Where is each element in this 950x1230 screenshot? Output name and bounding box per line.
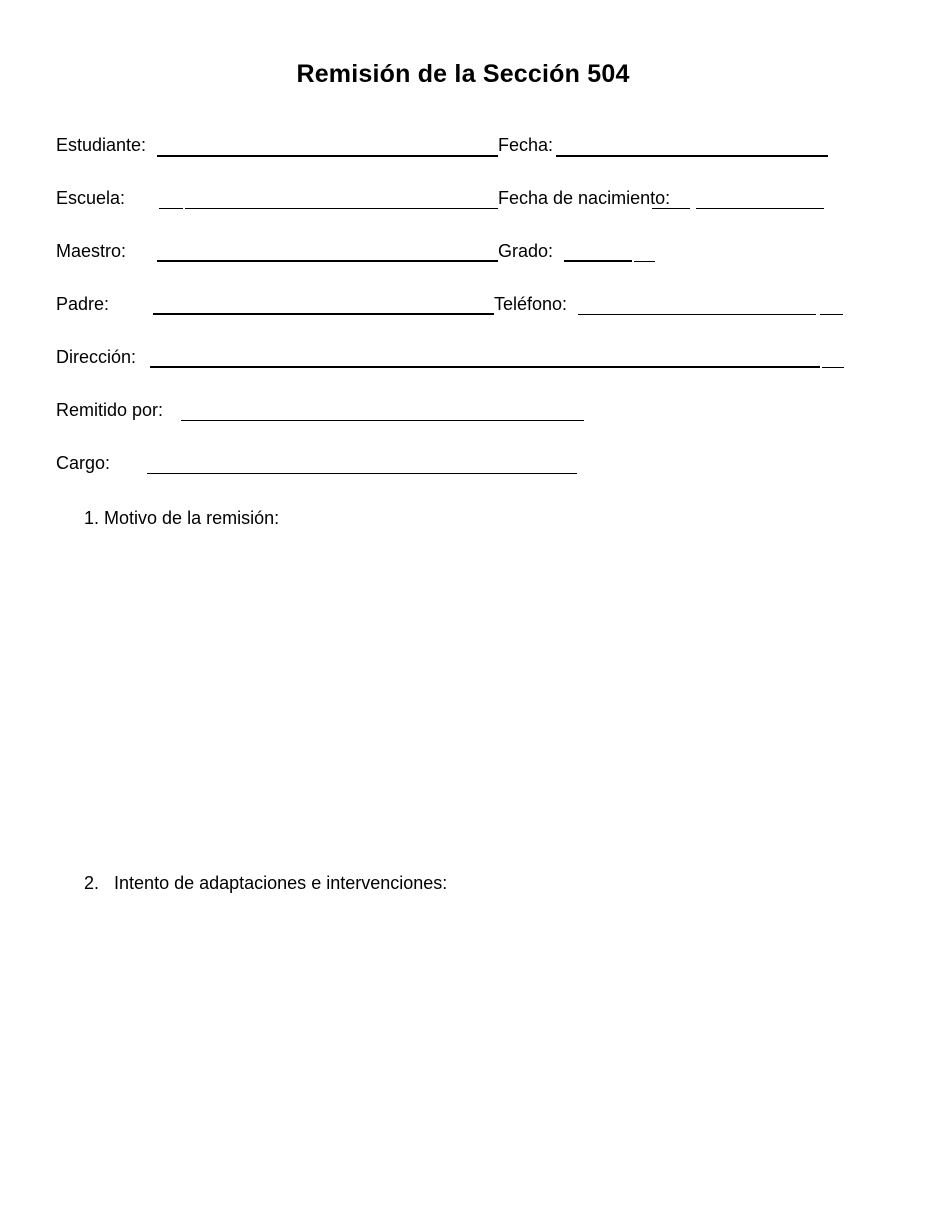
date-line[interactable]	[556, 155, 828, 157]
birth-date-label: Fecha de nacimiento:	[498, 188, 671, 208]
section-2-label: Intento de adaptaciones e intervenciones:	[114, 873, 448, 893]
position-line[interactable]	[147, 473, 577, 474]
address-line[interactable]	[150, 366, 820, 368]
section-2-number: 2.	[84, 873, 100, 893]
student-label: Estudiante:	[56, 135, 147, 155]
date-label: Fecha:	[498, 135, 554, 155]
section-1-label: Motivo de la remisión:	[104, 508, 280, 528]
grade-label: Grado:	[498, 241, 554, 261]
address-line-ext	[822, 367, 844, 368]
teacher-label: Maestro:	[56, 241, 127, 261]
section-2-heading	[84, 872, 447, 894]
address-label: Dirección:	[56, 347, 137, 367]
section-1-number: 1.	[84, 508, 100, 528]
grade-line[interactable]	[564, 260, 632, 262]
position-label: Cargo:	[56, 453, 111, 473]
teacher-line[interactable]	[157, 260, 498, 262]
referred-by-line[interactable]	[181, 420, 584, 421]
phone-label: Teléfono:	[494, 294, 568, 314]
birth-date-line[interactable]	[696, 208, 824, 209]
parent-line[interactable]	[153, 313, 494, 315]
phone-line-ext	[820, 314, 843, 315]
school-line-short	[159, 208, 183, 209]
form-title: Remisión de la Sección 504	[296, 60, 630, 88]
school-label: Escuela:	[56, 188, 126, 208]
phone-line[interactable]	[578, 314, 816, 315]
section-1-answer-area[interactable]	[56, 540, 836, 860]
section-1-heading	[84, 507, 279, 529]
grade-line-ext	[634, 261, 655, 262]
school-line[interactable]	[185, 208, 498, 209]
parent-label: Padre:	[56, 294, 110, 314]
birth-date-underline-label	[652, 208, 690, 209]
section-2-answer-area[interactable]	[56, 905, 836, 1205]
student-line[interactable]	[157, 155, 498, 157]
referred-by-label: Remitido por:	[56, 400, 164, 420]
